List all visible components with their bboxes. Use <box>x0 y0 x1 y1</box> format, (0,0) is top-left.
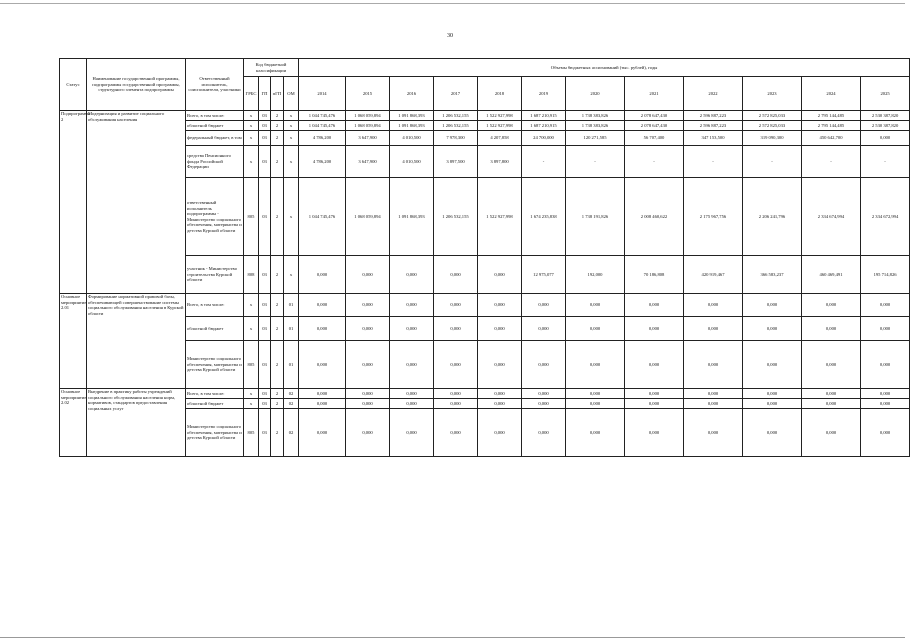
row-amount: 0,000 <box>625 341 684 389</box>
row-amount: 0,000 <box>478 399 522 409</box>
row-amount: 0,000 <box>802 341 861 389</box>
row-amount: 0,000 <box>346 341 390 389</box>
row-amount: - <box>522 146 566 178</box>
row-amount: 2 530 387,820 <box>861 111 910 121</box>
bottom-border-line <box>0 637 905 638</box>
row-amount: 1 687 210,915 <box>522 121 566 131</box>
row-amount: 1 044 745,476 <box>299 178 346 256</box>
row-amount: 0,000 <box>522 409 566 457</box>
row-budget-code: 03 <box>259 317 271 341</box>
row-amount: 1 206 532,155 <box>434 121 478 131</box>
row-amount: 0,000 <box>478 294 522 317</box>
table-row <box>60 294 910 317</box>
top-border-line <box>0 3 905 4</box>
row-amount: 0,000 <box>434 341 478 389</box>
row-amount: 3 647,900 <box>346 131 390 146</box>
header-code-gp: ГП <box>259 77 271 111</box>
row-budget-code: x <box>244 146 259 178</box>
row-amount: 0,000 <box>478 341 522 389</box>
row-amount: 0,000 <box>390 256 434 294</box>
row-budget-code: 03 <box>259 409 271 457</box>
row-budget-code: 2 <box>271 111 284 121</box>
row-status: Основное мероприятие 2.02 <box>60 389 87 457</box>
row-amount: 0,000 <box>566 317 625 341</box>
row-budget-code: 2 <box>271 178 284 256</box>
row-responsible: ответственный исполнитель подпрограммы - Министерство социального обеспечения, материнства и детства Курской области <box>186 178 244 256</box>
row-amount: 192,000 <box>566 256 625 294</box>
row-amount: 0,000 <box>299 389 346 399</box>
row-amount: 0,000 <box>684 341 743 389</box>
row-amount: 0,000 <box>299 256 346 294</box>
row-budget-code: 03 <box>259 341 271 389</box>
row-budget-code: 02 <box>284 409 299 457</box>
row-budget-code: x <box>284 256 299 294</box>
row-amount: 1 738 383,826 <box>566 111 625 121</box>
row-responsible: Всего, в том числе: <box>186 111 244 121</box>
row-amount: 0,000 <box>625 317 684 341</box>
row-amount: 120 271,585 <box>566 131 625 146</box>
row-amount: 0,000 <box>802 389 861 399</box>
row-budget-code: x <box>244 121 259 131</box>
header-year: 2022 <box>684 77 743 111</box>
row-amount: 4 010,500 <box>390 146 434 178</box>
table-row <box>60 146 910 178</box>
row-amount: 3 647,900 <box>346 146 390 178</box>
table-row <box>60 409 910 457</box>
row-amount: 0,000 <box>802 399 861 409</box>
table-row <box>60 389 910 399</box>
row-amount: 0,000 <box>861 294 910 317</box>
row-responsible: федеральный бюджет, в том <box>186 131 244 146</box>
row-amount: 460 469,491 <box>802 256 861 294</box>
row-budget-code: 2 <box>271 256 284 294</box>
row-responsible: участник - Министерство строительства Курской области <box>186 256 244 294</box>
row-amount: 2 530 387,820 <box>861 121 910 131</box>
row-amount: 0,000 <box>522 294 566 317</box>
row-responsible: средства Пенсионного фонда Российской Федерации <box>186 146 244 178</box>
row-amount: 4 786,200 <box>299 146 346 178</box>
row-budget-code: 2 <box>271 389 284 399</box>
header-year: 2025 <box>861 77 910 111</box>
header-year: 2016 <box>390 77 434 111</box>
row-budget-code: 2 <box>271 317 284 341</box>
row-amount: 0,000 <box>743 399 802 409</box>
row-amount: 1 044 745,476 <box>299 121 346 131</box>
row-budget-code: 03 <box>259 146 271 178</box>
row-amount: 0,000 <box>346 389 390 399</box>
row-status: Подпрограмма 2 <box>60 111 87 294</box>
row-budget-code: 805 <box>244 341 259 389</box>
row-amount: 4 786,200 <box>299 131 346 146</box>
row-amount: - <box>566 146 625 178</box>
row-budget-code: 805 <box>244 178 259 256</box>
header-year: 2020 <box>566 77 625 111</box>
row-amount: - <box>802 146 861 178</box>
row-amount: 7 978,300 <box>434 131 478 146</box>
header-year: 2023 <box>743 77 802 111</box>
row-amount: 0,000 <box>299 341 346 389</box>
row-budget-code: x <box>284 146 299 178</box>
row-amount: 0,000 <box>434 409 478 457</box>
row-amount: 0,000 <box>566 389 625 399</box>
row-amount: 347 153,500 <box>684 131 743 146</box>
row-amount: 366 583,237 <box>743 256 802 294</box>
row-amount: 2 572 825,033 <box>743 111 802 121</box>
row-amount: 2 175 967,756 <box>684 178 743 256</box>
row-amount: - <box>743 146 802 178</box>
row-amount: - <box>861 146 910 178</box>
header-code-om: ОМ <box>284 77 299 111</box>
row-amount: 0,000 <box>566 399 625 409</box>
row-amount: 0,000 <box>299 399 346 409</box>
row-amount: 0,000 <box>346 317 390 341</box>
row-amount: 2 078 647,430 <box>625 111 684 121</box>
row-amount: 24 700,000 <box>522 131 566 146</box>
header-amounts: Объемы бюджетных ассигнований (тыс. рублей), годы <box>299 59 910 77</box>
table-row <box>60 317 910 341</box>
row-responsible: областной бюджет <box>186 317 244 341</box>
row-amount: 0,000 <box>743 389 802 399</box>
row-amount: 0,000 <box>299 317 346 341</box>
row-amount: 1 738 191,826 <box>566 178 625 256</box>
row-amount: 2 596 887,223 <box>684 111 743 121</box>
row-budget-code: x <box>284 131 299 146</box>
header-year: 2024 <box>802 77 861 111</box>
row-budget-code: 03 <box>259 111 271 121</box>
row-amount: 0,000 <box>625 409 684 457</box>
row-budget-code: x <box>244 294 259 317</box>
row-budget-code: 02 <box>284 399 299 409</box>
row-amount: 1 206 532,155 <box>434 111 478 121</box>
row-amount: 3 897,500 <box>434 146 478 178</box>
row-budget-code: 03 <box>259 121 271 131</box>
row-amount: 450 642,700 <box>802 131 861 146</box>
row-budget-code: x <box>284 121 299 131</box>
header-year: 2021 <box>625 77 684 111</box>
row-amount: 0,000 <box>566 341 625 389</box>
row-budget-code: 808 <box>244 256 259 294</box>
row-budget-code: x <box>284 178 299 256</box>
row-amount: 1 068 059,894 <box>346 178 390 256</box>
table-row <box>60 341 910 389</box>
row-amount: 0,000 <box>390 317 434 341</box>
row-amount: 12 975,077 <box>522 256 566 294</box>
header-status: Статус <box>60 59 87 111</box>
row-responsible: Всего, в том числе: <box>186 294 244 317</box>
row-amount: 0,000 <box>299 409 346 457</box>
row-budget-code: 2 <box>271 121 284 131</box>
row-budget-code: 2 <box>271 409 284 457</box>
row-amount: 1 738 383,826 <box>566 121 625 131</box>
table-row <box>60 121 910 131</box>
row-amount: 70 186,808 <box>625 256 684 294</box>
row-amount: 0,000 <box>684 399 743 409</box>
row-amount: 0,000 <box>684 389 743 399</box>
row-amount: 0,000 <box>743 341 802 389</box>
row-budget-code: x <box>244 317 259 341</box>
row-amount: 1 068 059,894 <box>346 111 390 121</box>
row-amount: 0,000 <box>743 409 802 457</box>
header-year: 2017 <box>434 77 478 111</box>
row-budget-code: 2 <box>271 131 284 146</box>
row-amount: 0,000 <box>390 294 434 317</box>
row-amount: 1 068 059,894 <box>346 121 390 131</box>
row-amount: 1 522 927,998 <box>478 121 522 131</box>
row-amount: 0,000 <box>802 409 861 457</box>
row-budget-code: 2 <box>271 294 284 317</box>
header-code-pgp: пГП <box>271 77 284 111</box>
row-amount: 0,000 <box>566 409 625 457</box>
row-budget-code: 01 <box>284 341 299 389</box>
row-amount: 0,000 <box>434 389 478 399</box>
row-amount: 0,000 <box>390 389 434 399</box>
row-amount: 4 207,858 <box>478 131 522 146</box>
table-row <box>60 178 910 256</box>
row-amount: 319 090,300 <box>743 131 802 146</box>
row-amount: 420 919,467 <box>684 256 743 294</box>
row-amount: 0,000 <box>390 409 434 457</box>
row-amount: 1 044 745,476 <box>299 111 346 121</box>
row-amount: 0,000 <box>346 409 390 457</box>
header-name: Наименование государственной программы, подпрограммы государственной программы, структурного элемента подпрограммы <box>87 59 186 111</box>
row-responsible: областной бюджет <box>186 121 244 131</box>
row-element-name: Внедрение в практику работы учреждений социального обслуживания населения норм, нормативов, стандартов предоставления социальных услуг <box>87 389 186 457</box>
row-amount: 0,000 <box>684 409 743 457</box>
row-element-name: Формирование нормативной правовой базы, обеспечивающей совершенствование системы социального обслуживания населения в Курской области <box>87 294 186 389</box>
row-amount: 1 674 235,838 <box>522 178 566 256</box>
row-amount: 1 091 868,393 <box>390 178 434 256</box>
row-budget-code: 2 <box>271 399 284 409</box>
budget-table <box>59 58 910 457</box>
row-amount: 0,000 <box>743 294 802 317</box>
row-budget-code: 03 <box>259 256 271 294</box>
row-amount: 0,000 <box>522 389 566 399</box>
row-responsible: областной бюджет <box>186 399 244 409</box>
row-amount: 3 897,800 <box>478 146 522 178</box>
row-budget-code: 2 <box>271 146 284 178</box>
row-amount: 0,000 <box>861 409 910 457</box>
header-year: 2019 <box>522 77 566 111</box>
row-amount: 56 707,400 <box>625 131 684 146</box>
header-responsible: Ответственный исполнитель, соисполнители, участники <box>186 59 244 111</box>
header-year: 2018 <box>478 77 522 111</box>
header-year: 2014 <box>299 77 346 111</box>
table-row <box>60 131 910 146</box>
row-amount: 0,000 <box>390 399 434 409</box>
row-amount: 1 522 927,998 <box>478 178 522 256</box>
row-amount: 2 795 144,485 <box>802 111 861 121</box>
row-budget-code: x <box>244 389 259 399</box>
row-budget-code: 03 <box>259 178 271 256</box>
row-budget-code: 805 <box>244 409 259 457</box>
row-amount: 0,000 <box>478 317 522 341</box>
row-amount: 2 334 672,994 <box>861 178 910 256</box>
row-budget-code: 02 <box>284 389 299 399</box>
table-row <box>60 399 910 409</box>
row-amount: 1 206 532,155 <box>434 178 478 256</box>
row-amount: 0,000 <box>625 399 684 409</box>
row-amount: 4 010,500 <box>390 131 434 146</box>
row-budget-code: 03 <box>259 399 271 409</box>
table-row <box>60 256 910 294</box>
row-amount: 0,000 <box>743 317 802 341</box>
row-amount: 2 078 647,430 <box>625 121 684 131</box>
row-amount: 0,000 <box>346 294 390 317</box>
row-amount: 0,000 <box>434 256 478 294</box>
row-amount: 0,000 <box>802 294 861 317</box>
row-amount: 2 334 674,994 <box>802 178 861 256</box>
row-amount: 1 687 210,915 <box>522 111 566 121</box>
row-amount: 0,000 <box>434 294 478 317</box>
page-number: 30 <box>447 33 453 39</box>
row-status: Основное мероприятие 2.01 <box>60 294 87 389</box>
row-amount: 2 596 887,223 <box>684 121 743 131</box>
header-code-grbs: ГРБС <box>244 77 259 111</box>
row-budget-code: 01 <box>284 317 299 341</box>
row-amount: 1 091 868,393 <box>390 121 434 131</box>
row-amount: 2 572 825,033 <box>743 121 802 131</box>
row-amount: 2 008 460,622 <box>625 178 684 256</box>
row-amount: 0,000 <box>434 317 478 341</box>
header-budget-code: Код бюджетной классификации <box>244 59 299 77</box>
row-amount: 0,000 <box>625 389 684 399</box>
row-amount: - <box>625 146 684 178</box>
row-amount: 1 522 927,998 <box>478 111 522 121</box>
row-amount: 0,000 <box>346 256 390 294</box>
row-responsible: Министерство социального обеспечения, материнства и детства Курской области <box>186 341 244 389</box>
row-amount: 0,000 <box>478 389 522 399</box>
row-amount: 1 091 868,393 <box>390 111 434 121</box>
table-row <box>60 111 910 121</box>
row-budget-code: 03 <box>259 389 271 399</box>
row-responsible: Министерство социального обеспечения, материнства и детства Курской области <box>186 409 244 457</box>
row-amount: 0,000 <box>434 399 478 409</box>
row-amount: 0,000 <box>522 317 566 341</box>
row-amount: 0,000 <box>625 294 684 317</box>
row-amount: 2 206 241,796 <box>743 178 802 256</box>
row-amount: 2 795 144,485 <box>802 121 861 131</box>
row-amount: 0,000 <box>346 399 390 409</box>
row-budget-code: 03 <box>259 131 271 146</box>
row-amount: 0,000 <box>522 399 566 409</box>
row-budget-code: x <box>284 111 299 121</box>
row-amount: 0,000 <box>861 389 910 399</box>
row-amount: 0,000 <box>861 317 910 341</box>
row-amount: 0,000 <box>299 294 346 317</box>
row-amount: 0,000 <box>522 341 566 389</box>
row-amount: 0,000 <box>478 256 522 294</box>
row-amount: 0,000 <box>802 317 861 341</box>
row-budget-code: 03 <box>259 294 271 317</box>
row-amount: 0,000 <box>390 341 434 389</box>
row-amount: 0,000 <box>684 317 743 341</box>
header-year: 2015 <box>346 77 390 111</box>
row-element-name: Модернизация и развитие социального обслуживания населения <box>87 111 186 294</box>
row-budget-code: x <box>244 131 259 146</box>
row-amount: 0,000 <box>861 341 910 389</box>
row-budget-code: x <box>244 111 259 121</box>
row-amount: 0,000 <box>861 131 910 146</box>
row-amount: 0,000 <box>478 409 522 457</box>
row-amount: 0,000 <box>861 399 910 409</box>
row-budget-code: 2 <box>271 341 284 389</box>
row-budget-code: x <box>244 399 259 409</box>
row-amount: - <box>684 146 743 178</box>
row-amount: 195 714,826 <box>861 256 910 294</box>
row-budget-code: 01 <box>284 294 299 317</box>
row-amount: 0,000 <box>684 294 743 317</box>
row-responsible: Всего, в том числе: <box>186 389 244 399</box>
row-amount: 0,000 <box>566 294 625 317</box>
